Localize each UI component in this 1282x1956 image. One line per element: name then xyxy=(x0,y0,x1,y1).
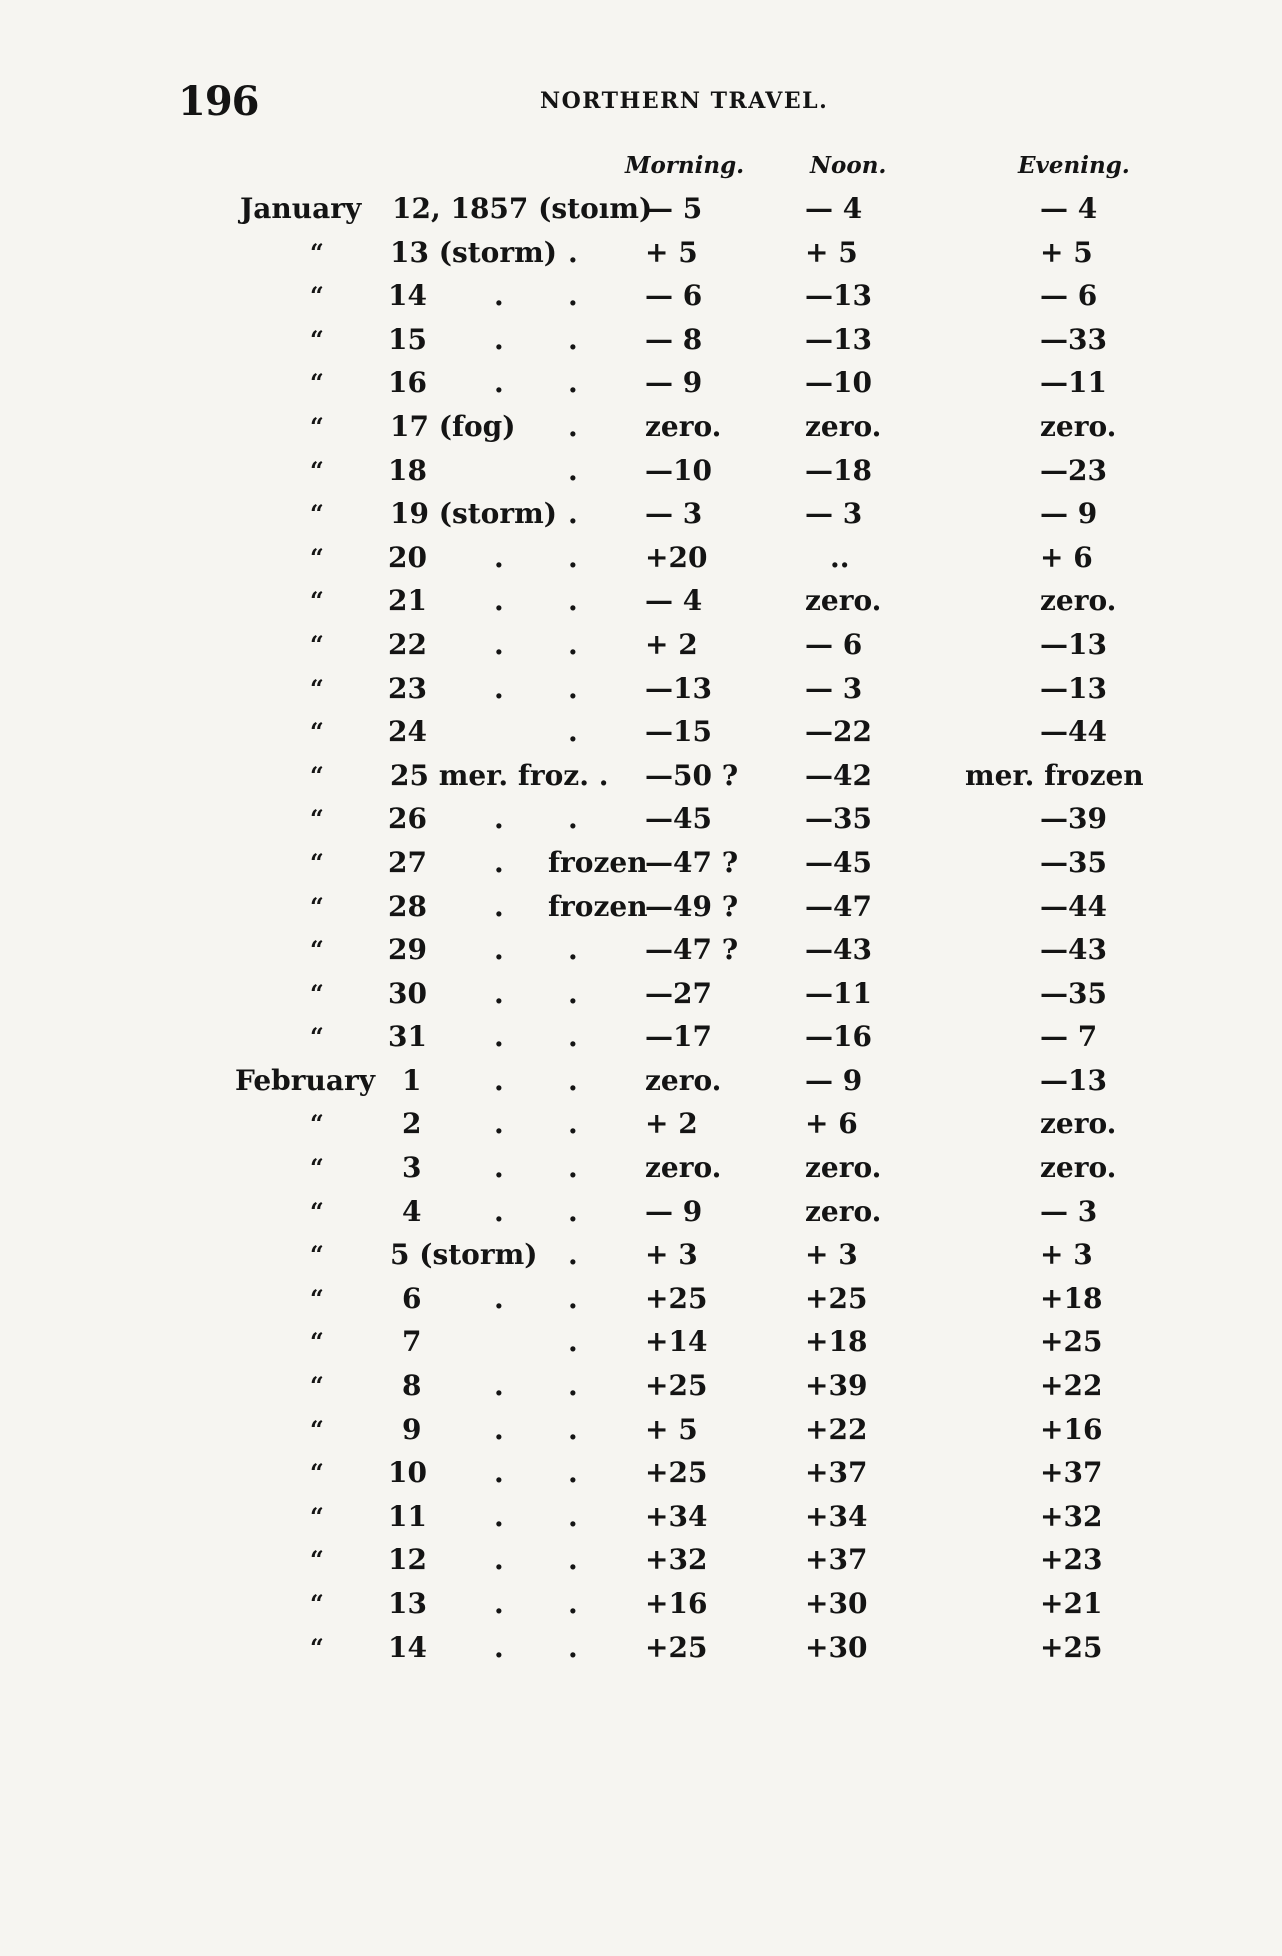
noon-reading: +37 xyxy=(805,1456,868,1490)
table-row xyxy=(0,973,1282,1017)
morning-reading: +25 xyxy=(645,1281,708,1315)
noon-reading: + 5 xyxy=(805,235,858,269)
table-row xyxy=(0,1452,1282,1496)
leader-dot: . xyxy=(568,1543,578,1577)
morning-reading: + 3 xyxy=(645,1238,698,1272)
noon-reading: +39 xyxy=(805,1369,868,1403)
ditto-mark: “ xyxy=(310,281,324,311)
day-cell: 28 xyxy=(388,889,427,923)
morning-reading: +25 xyxy=(645,1456,708,1490)
table-row xyxy=(0,537,1282,581)
table-row xyxy=(0,711,1282,755)
table-row xyxy=(0,275,1282,319)
ditto-mark: “ xyxy=(310,1458,324,1488)
evening-reading: +21 xyxy=(1040,1587,1103,1620)
noon-reading: — 3 xyxy=(805,671,863,705)
column-header-morning: Morning. xyxy=(625,152,745,179)
leader-dot: . xyxy=(568,1107,578,1141)
day-cell: 31 xyxy=(388,1020,427,1054)
evening-reading: —44 xyxy=(1040,889,1107,923)
leader-dot: . xyxy=(568,584,578,618)
ditto-mark: “ xyxy=(310,629,324,659)
day-cell: 16 xyxy=(388,366,427,400)
leader-dot: . xyxy=(494,671,504,705)
day-cell: 4 xyxy=(402,1194,422,1228)
leader-dot: . xyxy=(568,1412,578,1446)
ditto-mark: “ xyxy=(310,455,324,485)
ditto-mark: “ xyxy=(310,673,324,703)
table-row xyxy=(0,1147,1282,1191)
noon-reading: — 6 xyxy=(805,627,863,661)
leader-dot: . xyxy=(568,1281,578,1315)
ditto-mark: “ xyxy=(310,1109,324,1139)
ditto-mark: “ xyxy=(310,1022,324,1052)
ditto-mark: “ xyxy=(310,1240,324,1270)
morning-reading: —45 xyxy=(645,802,712,836)
leader-dot: . xyxy=(494,1630,504,1664)
ditto-mark: “ xyxy=(310,847,324,877)
morning-reading: +14 xyxy=(645,1325,708,1359)
leader-dot: . xyxy=(568,1194,578,1228)
morning-reading: —13 xyxy=(645,671,712,705)
day-cell: 29 xyxy=(388,933,427,967)
noon-reading: +25 xyxy=(805,1281,868,1315)
leader-dot: . xyxy=(494,1369,504,1403)
morning-reading: —50 ? xyxy=(645,758,739,792)
evening-reading: + 6 xyxy=(1040,540,1093,574)
morning-reading: — 5 xyxy=(645,192,703,225)
noon-reading: +22 xyxy=(805,1412,868,1446)
leader-dot: . xyxy=(568,715,578,749)
evening-reading: —44 xyxy=(1040,715,1107,749)
noon-reading: zero. xyxy=(805,584,882,618)
day-cell: 2 xyxy=(402,1107,422,1141)
leader-dot: . xyxy=(568,322,578,356)
ditto-mark: “ xyxy=(310,586,324,616)
morning-reading: —15 xyxy=(645,715,712,749)
leader-dot: . xyxy=(494,1063,504,1097)
noon-reading: —11 xyxy=(805,976,872,1010)
leader-dot: . xyxy=(568,279,578,313)
evening-reading: — 6 xyxy=(1040,279,1098,313)
ditto-mark: “ xyxy=(310,935,324,965)
morning-reading: —49 ? xyxy=(645,889,739,923)
temperature-table xyxy=(0,188,1282,1670)
day-cell: 27 xyxy=(388,845,427,879)
column-header-evening: Evening. xyxy=(1018,152,1130,179)
ditto-mark: “ xyxy=(310,1371,324,1401)
noon-reading: —16 xyxy=(805,1020,872,1054)
noon-reading: —42 xyxy=(805,758,872,792)
noon-reading: —43 xyxy=(805,933,872,967)
leader-dot: . xyxy=(568,1456,578,1490)
leader-dot: . xyxy=(494,1281,504,1315)
noon-reading: +34 xyxy=(805,1499,868,1533)
month-label: February xyxy=(235,1063,376,1097)
noon-reading: —22 xyxy=(805,715,872,749)
evening-reading: +23 xyxy=(1040,1543,1103,1577)
leader-dot: . xyxy=(568,497,578,531)
noon-reading: +30 xyxy=(805,1630,868,1664)
ditto-mark: “ xyxy=(310,760,324,790)
table-row xyxy=(0,232,1282,276)
evening-reading: —35 xyxy=(1040,976,1107,1010)
table-row xyxy=(0,1103,1282,1147)
noon-reading: zero. xyxy=(805,409,882,443)
table-row xyxy=(0,1496,1282,1540)
morning-reading: —47 ? xyxy=(645,933,739,967)
day-cell: 7 xyxy=(402,1325,422,1359)
noon-reading: — 3 xyxy=(805,497,863,531)
day-cell: 18 xyxy=(388,453,427,487)
table-row xyxy=(0,1234,1282,1278)
day-cell: 30 xyxy=(388,976,427,1010)
leader-dot: . xyxy=(494,889,504,923)
leader-dot: . xyxy=(494,802,504,836)
table-row xyxy=(0,450,1282,494)
evening-reading: —39 xyxy=(1040,802,1107,836)
evening-reading: —35 xyxy=(1040,845,1107,879)
day-cell: 12 xyxy=(388,1543,427,1577)
morning-reading: +20 xyxy=(645,540,708,574)
ditto-mark: “ xyxy=(310,1153,324,1183)
ditto-mark: “ xyxy=(310,891,324,921)
morning-reading: + 2 xyxy=(645,627,698,661)
leader-dot: . xyxy=(568,933,578,967)
leader-dot: . xyxy=(494,1456,504,1490)
leader-dot: . xyxy=(568,453,578,487)
evening-reading: —13 xyxy=(1040,627,1107,661)
table-row xyxy=(0,668,1282,712)
leader-dot: . xyxy=(494,322,504,356)
evening-reading: —13 xyxy=(1040,1063,1107,1097)
ditto-mark: “ xyxy=(310,237,324,267)
table-row xyxy=(0,624,1282,668)
table-row xyxy=(0,755,1282,799)
morning-reading: +25 xyxy=(645,1630,708,1664)
ditto-mark: “ xyxy=(310,542,324,572)
table-row xyxy=(0,1583,1282,1627)
day-cell: 1 xyxy=(402,1063,422,1097)
day-cell: 22 xyxy=(388,627,427,661)
day-cell: 12, 1857 (stoım) xyxy=(392,192,653,225)
ditto-mark: “ xyxy=(310,324,324,354)
day-cell: 6 xyxy=(402,1281,422,1315)
evening-reading: + 5 xyxy=(1040,235,1093,269)
noon-reading: zero. xyxy=(805,1194,882,1228)
morning-reading: +32 xyxy=(645,1543,708,1577)
noon-reading: + 3 xyxy=(805,1238,858,1272)
day-cell: 19 (storm) xyxy=(390,497,557,531)
table-row xyxy=(0,1365,1282,1409)
evening-reading: — 9 xyxy=(1040,497,1098,531)
running-head: NORTHERN TRAVEL. xyxy=(540,88,829,114)
evening-reading: +22 xyxy=(1040,1369,1103,1403)
ditto-mark: “ xyxy=(310,1196,324,1226)
morning-reading: — 3 xyxy=(645,497,703,531)
day-cell: 24 xyxy=(388,715,427,749)
ditto-mark: “ xyxy=(310,804,324,834)
leader-dot: . xyxy=(494,1499,504,1533)
noon-reading: —35 xyxy=(805,802,872,836)
ditto-mark: “ xyxy=(310,717,324,747)
ditto-mark: “ xyxy=(310,1501,324,1531)
evening-reading: + 3 xyxy=(1040,1238,1093,1272)
noon-reading: —18 xyxy=(805,453,872,487)
noon-reading: — 9 xyxy=(805,1063,863,1097)
page-number: 196 xyxy=(178,78,259,125)
day-cell: 3 xyxy=(402,1151,422,1185)
noon-reading: —13 xyxy=(805,279,872,313)
evening-reading: —11 xyxy=(1040,366,1107,400)
morning-reading: +16 xyxy=(645,1587,708,1620)
leader-dot: . xyxy=(568,1499,578,1533)
evening-reading: —13 xyxy=(1040,671,1107,705)
frozen-note: frozen xyxy=(548,889,648,923)
morning-reading: + 5 xyxy=(645,1412,698,1446)
evening-reading: zero. xyxy=(1040,1151,1117,1185)
morning-reading: — 9 xyxy=(645,1194,703,1228)
day-cell: 20 xyxy=(388,540,427,574)
leader-dot: . xyxy=(494,540,504,574)
noon-reading: +37 xyxy=(805,1543,868,1577)
day-cell: 13 xyxy=(388,1587,427,1620)
morning-reading: + 5 xyxy=(645,235,698,269)
morning-reading: —27 xyxy=(645,976,712,1010)
table-row xyxy=(0,406,1282,450)
frozen-note: frozen xyxy=(548,845,648,879)
noon-reading: —13 xyxy=(805,322,872,356)
table-row xyxy=(0,1321,1282,1365)
leader-dot: . xyxy=(568,1238,578,1272)
morning-reading: zero. xyxy=(645,1063,722,1097)
day-cell: 23 xyxy=(388,671,427,705)
day-cell: 15 xyxy=(388,322,427,356)
table-row xyxy=(0,188,1282,232)
leader-dot: . xyxy=(494,1151,504,1185)
morning-reading: — 9 xyxy=(645,366,703,400)
leader-dot: . xyxy=(568,1151,578,1185)
table-row xyxy=(0,319,1282,363)
evening-reading: —33 xyxy=(1040,322,1107,356)
evening-reading: zero. xyxy=(1040,409,1117,443)
evening-reading: +25 xyxy=(1040,1325,1103,1359)
morning-reading: — 6 xyxy=(645,279,703,313)
morning-reading: — 4 xyxy=(645,584,703,618)
leader-dot: . xyxy=(494,584,504,618)
day-cell: 17 (fog) xyxy=(390,409,516,443)
leader-dot: . xyxy=(494,279,504,313)
table-row xyxy=(0,1627,1282,1671)
morning-reading: +34 xyxy=(645,1499,708,1533)
ditto-mark: “ xyxy=(310,411,324,441)
day-cell: 14 xyxy=(388,1630,427,1664)
leader-dot: . xyxy=(494,933,504,967)
noon-reading: —45 xyxy=(805,845,872,879)
day-cell: 13 (storm) xyxy=(390,235,557,269)
leader-dot: . xyxy=(494,1412,504,1446)
column-header-noon: Noon. xyxy=(810,152,887,179)
leader-dot: . xyxy=(494,845,504,879)
evening-reading: +37 xyxy=(1040,1456,1103,1490)
day-cell: 26 xyxy=(388,802,427,836)
leader-dot: . xyxy=(494,976,504,1010)
noon-reading: — 4 xyxy=(805,192,863,225)
morning-reading: +25 xyxy=(645,1369,708,1403)
leader-dot: . xyxy=(494,1194,504,1228)
ditto-mark: “ xyxy=(310,1283,324,1313)
leader-dot: . xyxy=(494,1020,504,1054)
morning-reading: —10 xyxy=(645,453,712,487)
day-cell: 8 xyxy=(402,1369,422,1403)
evening-reading: +32 xyxy=(1040,1499,1103,1533)
leader-dot: . xyxy=(568,1630,578,1664)
leader-dot: . xyxy=(494,1107,504,1141)
day-cell: 14 xyxy=(388,279,427,313)
month-label: January xyxy=(240,192,362,225)
leader-dot: . xyxy=(568,976,578,1010)
leader-dot: . xyxy=(494,1543,504,1577)
morning-reading: —17 xyxy=(645,1020,712,1054)
ditto-mark: “ xyxy=(310,1632,324,1662)
leader-dot: . xyxy=(568,1369,578,1403)
table-row xyxy=(0,1409,1282,1453)
leader-dot: . xyxy=(568,1587,578,1620)
leader-dot: . xyxy=(568,802,578,836)
evening-reading: mer. frozen xyxy=(965,758,1144,792)
evening-reading: +16 xyxy=(1040,1412,1103,1446)
leader-dot: . xyxy=(494,366,504,400)
table-row xyxy=(0,842,1282,886)
noon-reading: zero. xyxy=(805,1151,882,1185)
day-cell: 10 xyxy=(388,1456,427,1490)
ditto-mark: “ xyxy=(310,1327,324,1357)
evening-reading: +18 xyxy=(1040,1281,1103,1315)
table-row xyxy=(0,1278,1282,1322)
evening-reading: zero. xyxy=(1040,1107,1117,1141)
evening-reading: — 4 xyxy=(1040,192,1098,225)
morning-reading: zero. xyxy=(645,1151,722,1185)
evening-reading: — 7 xyxy=(1040,1020,1098,1054)
leader-dot: . xyxy=(494,627,504,661)
table-row xyxy=(0,493,1282,537)
table-row xyxy=(0,1191,1282,1235)
noon-reading: + 6 xyxy=(805,1107,858,1141)
leader-dot: . xyxy=(568,1020,578,1054)
table-row xyxy=(0,798,1282,842)
leader-dot: . xyxy=(568,409,578,443)
evening-reading: zero. xyxy=(1040,584,1117,618)
day-cell: 9 xyxy=(402,1412,422,1446)
leader-dot: . xyxy=(568,1325,578,1359)
table-row xyxy=(0,1016,1282,1060)
table-row xyxy=(0,929,1282,973)
day-cell: 25 mer. froz. . xyxy=(390,758,609,792)
morning-reading: zero. xyxy=(645,409,722,443)
ditto-mark: “ xyxy=(310,978,324,1008)
leader-dot: . xyxy=(568,366,578,400)
leader-dot: . xyxy=(568,627,578,661)
ditto-mark: “ xyxy=(310,1545,324,1575)
evening-reading: —43 xyxy=(1040,933,1107,967)
noon-reading: —10 xyxy=(805,366,872,400)
table-row xyxy=(0,886,1282,930)
table-row xyxy=(0,580,1282,624)
ditto-mark: “ xyxy=(310,1589,324,1618)
day-cell: 5 (storm) xyxy=(390,1238,538,1272)
noon-reading: +30 xyxy=(805,1587,868,1620)
morning-reading: + 2 xyxy=(645,1107,698,1141)
noon-reading: —47 xyxy=(805,889,872,923)
ditto-mark: “ xyxy=(310,1414,324,1444)
noon-reading: .. xyxy=(830,540,850,574)
leader-dot: . xyxy=(568,235,578,269)
leader-dot: . xyxy=(568,671,578,705)
table-row xyxy=(0,362,1282,406)
morning-reading: —47 ? xyxy=(645,845,739,879)
day-cell: 11 xyxy=(388,1499,427,1533)
evening-reading: +25 xyxy=(1040,1630,1103,1664)
day-cell: 21 xyxy=(388,584,427,618)
noon-reading: +18 xyxy=(805,1325,868,1359)
table-row xyxy=(0,1060,1282,1104)
leader-dot: . xyxy=(568,540,578,574)
ditto-mark: “ xyxy=(310,368,324,398)
evening-reading: — 3 xyxy=(1040,1194,1098,1228)
ditto-mark: “ xyxy=(310,499,324,529)
leader-dot: . xyxy=(568,1063,578,1097)
leader-dot: . xyxy=(494,1587,504,1620)
table-row xyxy=(0,1539,1282,1583)
evening-reading: —23 xyxy=(1040,453,1107,487)
morning-reading: — 8 xyxy=(645,322,703,356)
